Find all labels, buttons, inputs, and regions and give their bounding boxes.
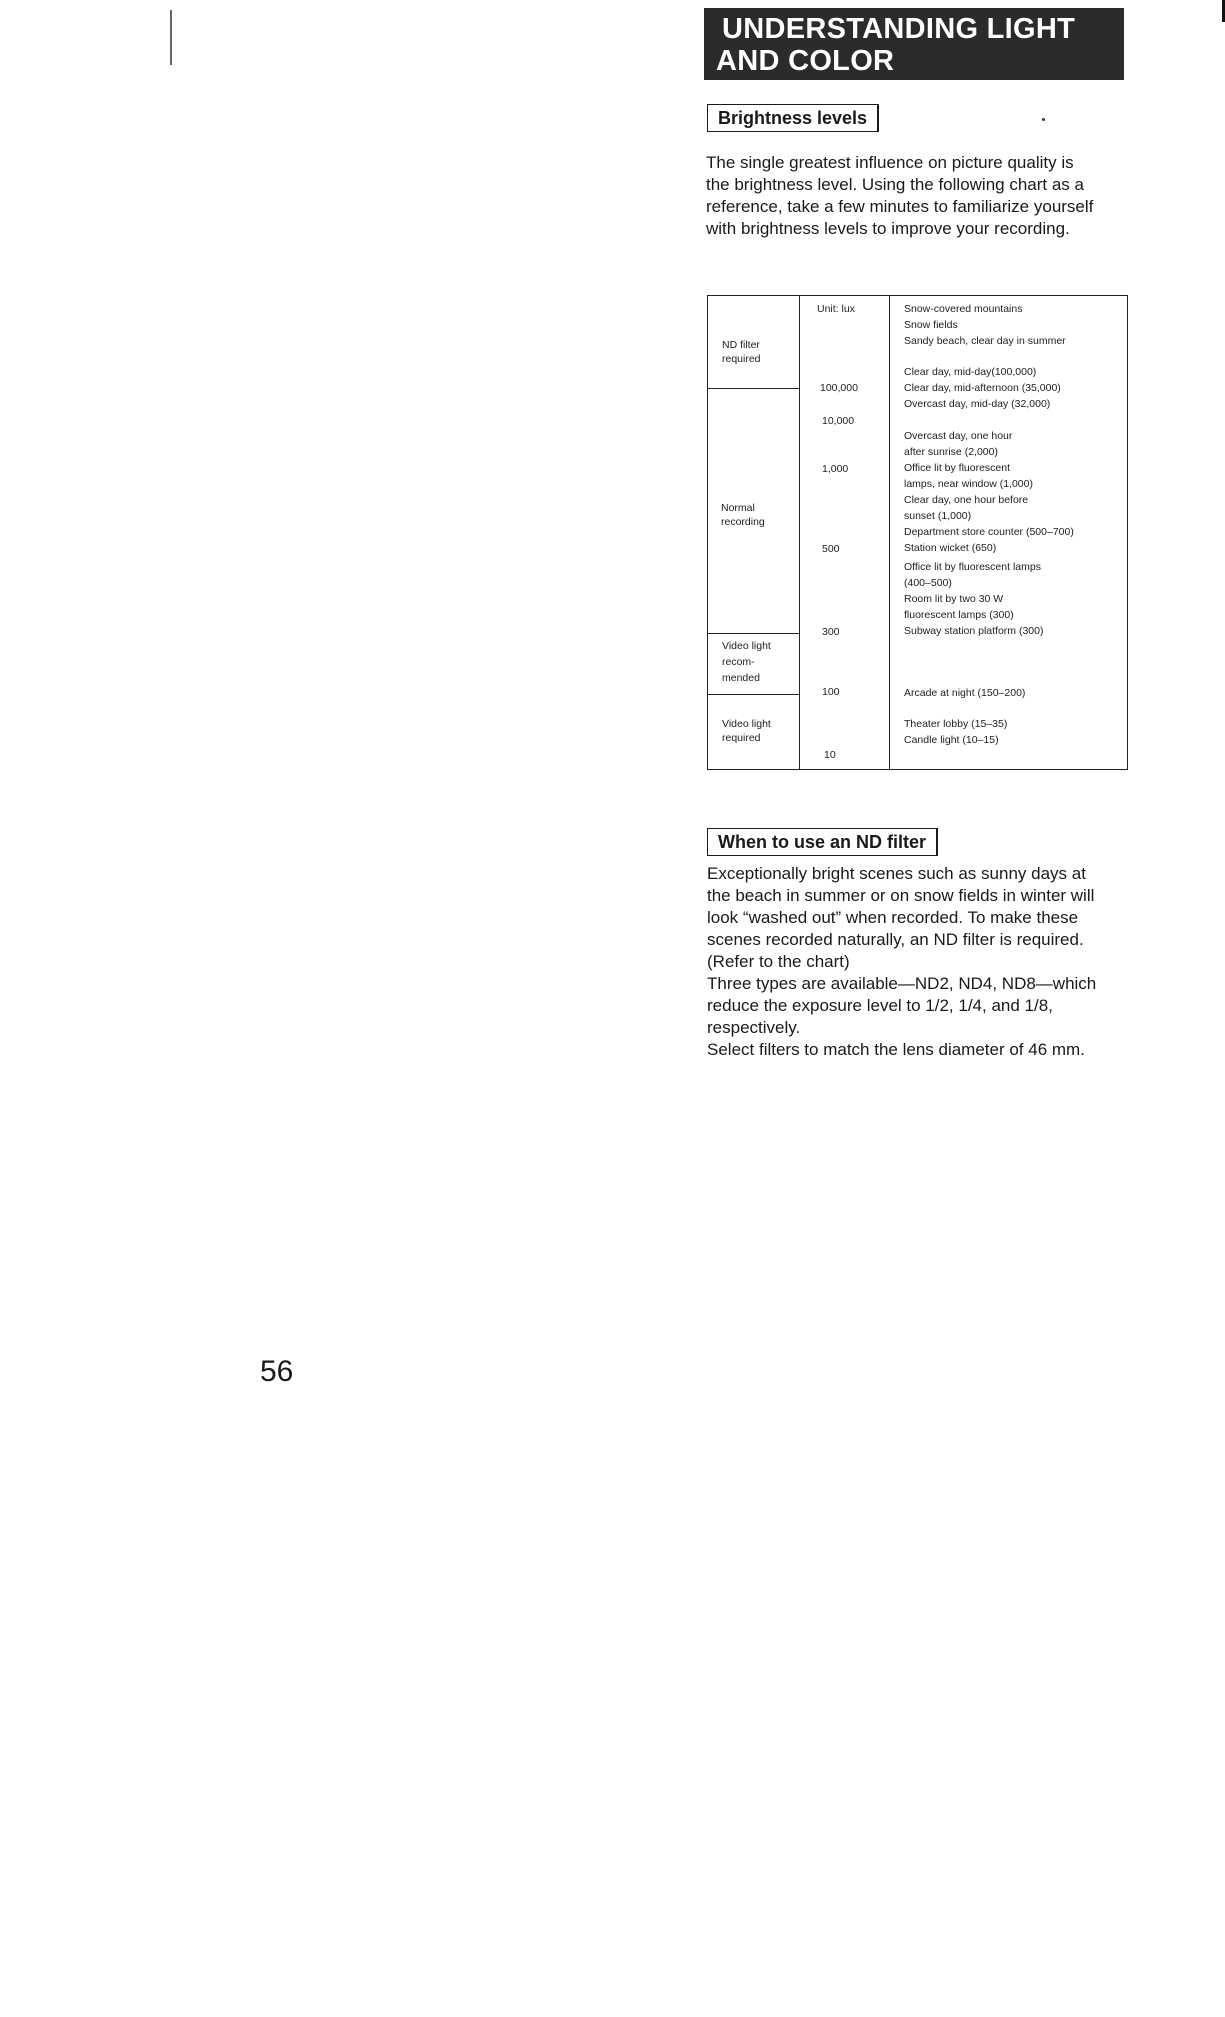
category-video-light-recommended-label: Video light recom- mended — [722, 640, 771, 684]
category-nd-filter-label: ND filter required — [722, 339, 761, 365]
page-title-banner — [704, 8, 1124, 80]
example-room-lit-2: fluorescent lamps (300) — [904, 609, 1014, 621]
lux-level-100000: 100,000 — [820, 382, 858, 394]
lux-level-10: 10 — [824, 749, 836, 761]
example-overcast-midday: Overcast day, mid-day (32,000) — [904, 398, 1051, 410]
example-arcade-night: Arcade at night (150–200) — [904, 687, 1026, 699]
example-overcast-sunrise-2: after sunrise (2,000) — [904, 446, 998, 458]
example-candle-light: Candle light (10–15) — [904, 734, 999, 746]
category-video-light-required — [722, 717, 771, 745]
nd-filter-heading: When to use an ND filter — [707, 828, 938, 856]
binding-mark — [170, 10, 172, 65]
table-rule-3 — [708, 694, 799, 695]
brightness-intro-paragraph: The single greatest influence on picture quality is the brightness level. Using the following chart as a reference, take a few minutes to familiarize yourself with brightness levels to improve your recording. — [706, 153, 1094, 238]
table-divider-2 — [889, 296, 890, 769]
example-clear-midafternoon: Clear day, mid-afternoon (35,000) — [904, 382, 1061, 394]
example-room-lit-1: Room lit by two 30 W — [904, 593, 1004, 605]
brightness-levels-heading: Brightness levels — [707, 104, 879, 132]
category-normal-recording-label: Normal recording — [721, 502, 765, 528]
example-subway-platform: Subway station platform (300) — [904, 625, 1044, 637]
example-clear-before-sunset-2: sunset (1,000) — [904, 510, 972, 522]
stray-dot — [1042, 118, 1045, 121]
example-station-wicket: Station wicket (650) — [904, 542, 997, 554]
unit-label: Unit: lux — [817, 303, 855, 315]
title-line-1: UNDERSTANDING LIGHT — [722, 13, 1076, 45]
example-department-store: Department store counter (500–700) — [904, 526, 1074, 538]
example-overcast-sunrise-1: Overcast day, one hour — [904, 430, 1013, 442]
example-theater-lobby: Theater lobby (15–35) — [904, 718, 1008, 730]
lux-level-100: 100 — [822, 686, 840, 698]
example-sandy-beach: Sandy beach, clear day in summer — [904, 335, 1066, 347]
lux-level-500: 500 — [822, 543, 840, 555]
example-office-fluorescent-2: (400–500) — [904, 577, 952, 589]
lux-level-1000: 1,000 — [822, 463, 849, 475]
example-snow-mountains: Snow-covered mountains — [904, 303, 1023, 315]
category-video-light-recommended — [722, 638, 771, 686]
example-office-window-2: lamps, near window (1,000) — [904, 478, 1033, 490]
lux-level-300: 300 — [822, 626, 840, 638]
example-snow-fields: Snow fields — [904, 319, 958, 331]
nd-filter-paragraph: Exceptionally bright scenes such as sunny days at the beach in summer or on snow fields in winter will look “washed out” when recorded. To make these scenes recorded naturally, an ND filter is required. (Refer to the chart) Three types are available—ND2, ND4, ND8—which reduce the exposure level to 1/2, 1/4, and 1/8, respectively. Select filters to match the lens diameter of 46 mm. — [707, 864, 1097, 1059]
example-clear-before-sunset-1: Clear day, one hour before — [904, 494, 1029, 506]
example-office-window-1: Office lit by fluorescent — [904, 462, 1011, 474]
category-video-light-required-label: Video light required — [722, 718, 771, 744]
lux-level-10000: 10,000 — [822, 415, 855, 427]
table-rule-1 — [708, 388, 799, 389]
title-line-2: AND COLOR — [716, 45, 895, 77]
category-nd-filter — [722, 338, 761, 366]
page-number: 56 — [260, 1355, 294, 1388]
category-normal-recording — [721, 501, 765, 529]
table-rule-2 — [708, 633, 799, 634]
table-divider-1 — [799, 296, 800, 769]
example-office-fluorescent-1: Office lit by fluorescent lamps — [904, 561, 1041, 573]
brightness-chart-table — [707, 295, 1128, 770]
example-clear-midday: Clear day, mid-day(100,000) — [904, 366, 1037, 378]
